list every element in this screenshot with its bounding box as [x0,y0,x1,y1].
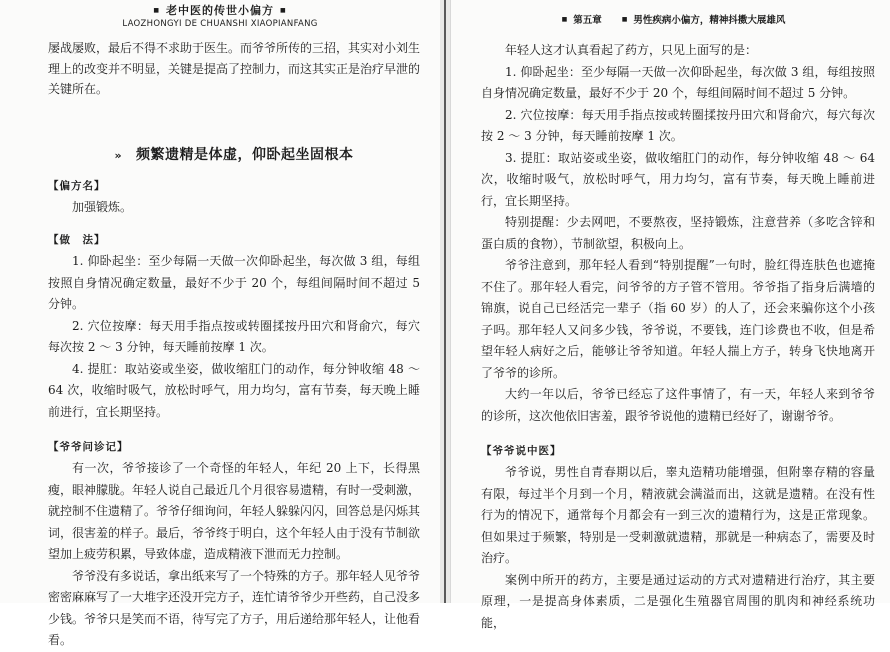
explain-paragraph: 案例中所开的药方，主要是通过运动的方式对遗精进行治疗，其主要原理，一是提高身体素质，二是强化生殖器官周围的肌肉和神经系统功能， [481,572,875,630]
explain-paragraph: 爷爷说，男性自青春期以后，睾丸造精功能增强，但附睾存精的容量有限，每过半个月到一个月，精液就会满溢而出，这就是遗精。在没有性行为的情况下，通常每个月都会有一到三次的遗精行为，这是正常现象。但如果过于频繁，特别是一受刺激就遗精，那就是一种病态了，需要及时治疗。 [481,465,875,565]
section-title-text: 频繁遗精是体虚，仰卧起坐固根本 [136,146,354,163]
prescription-intro: 年轻人这才认真看起了药方，只见上面写的是： [505,43,758,57]
section-title [48,144,420,164]
right-header-chapter: 第五章 [573,15,602,26]
left-running-header [40,2,400,29]
method-label: 【做 法】 [48,234,106,246]
right-page-body [481,40,875,634]
prescription-step: 2. 穴位按摩：每天用手指点按或转圈揉按丹田穴和肾俞穴，每穴每次按 2 ～ 3 分钟，每天睡前按摩 1 次。 [481,107,875,143]
header-square-icon: ■ [621,16,628,23]
prescription-step: 1. 仰卧起坐：至少每隔一天做一次仰卧起坐，每次做 3 组，每组按照自身情况确定数量，最好不少于 20 个，每组间隔时间不超过 5 分钟。 [481,64,875,100]
right-running-header [451,12,890,26]
story-paragraph: 大约一年以后，爷爷已经忘了这件事情了，有一天，年轻人来到爷爷的诊所，这次他依旧害羞，跟爷爷说他的遗精已经好了，谢谢爷爷。 [481,387,875,423]
story-paragraph: 爷爷注意到，那年轻人看到“特别提醒”一句时，脸红得连肤色也遮掩不住了。那年轻人看完，问爷爷的方子管不管用。爷爷指了指身后满墙的锦旗，说自己已经活完一辈子（指 60 岁）的人了，还会来骗你这个小孩子吗。那年轻人又问多少钱，爷爷说，不要钱，连门诊费也不收，但是希望年轻人病好之后，能够让爷爷知道。年轻人揣上方子，转身飞快地离开了爷爷的诊所。 [481,258,875,380]
header-square-icon: ■ [280,7,287,14]
method-step: 1. 仰卧起坐：至少每隔一天做一次仰卧起坐，每次做 3 组，每组按照自身情况确定数量，最好不少于 20 个，每组间隔时间不超过 5 分钟。 [48,254,420,311]
method-step: 2. 穴位按摩：每天用手指点按或转圈揉按丹田穴和肾俞穴，每穴每次按 2 ～ 3 分钟，每天睡前按摩 1 次。 [48,318,420,354]
recipe-name: 加强锻炼。 [72,199,133,214]
intro-paragraph: 屡战屡败，最后不得不求助于医生。而爷爷所传的三招，其实对小刘生理上的改变并不明显，关键是提高了控制力，而这其实正是治疗早泄的关键所在。 [48,41,421,96]
book-gutter [440,0,450,603]
right-page [450,0,890,630]
diary-paragraph: 爷爷没有多说话，拿出纸来写了一个特殊的方子。那年轻人见爷爷密密麻麻写了一大堆字还没开完方子，连忙请爷爷少开些药，自己没多少钱。爷爷只是笑而不语，待写完了方子，用后递给那年轻人，让他看看。 [48,568,421,647]
right-header-title: 男性疾病小偏方，精神抖擞大展雄风 [633,15,786,26]
prescription-step: 3. 提肛：取站姿或坐姿，做收缩肛门的动作，每分钟收缩 48 ～ 64 次，收缩时吸气，放松时呼气，用力均匀，富有节奏，每天晚上睡前进行，宜长期坚持。 [481,150,875,208]
left-header-subtitle: LAOZHONGYI DE CHUANSHI XIAOPIANFANG [122,19,318,29]
left-page-body [48,38,420,652]
diary-paragraph: 有一次，爷爷接诊了一个奇怪的年轻人，年纪 20 上下，长得黑瘦，眼神朦胧。年轻人说自己最近几个月很容易遗精，有时一受刺激，就控制不住遗精了。爷爷仔细询问，年轻人躲躲闪闪，回答总是闪烁其词，很害羞的样子。最后，爷爷终于明白，这个年轻人由于没有节制欲望加上疲劳积累，导致体虚，造成精液下泄而无力控制。 [48,461,421,561]
explain-label: 【爷爷说中医】 [481,445,562,457]
diary-label: 【爷爷问诊记】 [48,441,129,453]
header-square-icon: ■ [561,16,568,23]
recipe-label: 【偏方名】 [48,179,106,192]
method-step: 4. 提肛：取站姿或坐姿，做收缩肛门的动作，每分钟收缩 48 ～ 64 次，收缩时吸气，放松时呼气，用力均匀，富有节奏，每天晚上睡前进行，宜长期坚持。 [48,361,420,419]
left-header-title: 老中医的传世小偏方 [166,4,274,17]
header-square-icon: ■ [153,7,160,14]
special-tip: 特别提醒：少去网吧，不要熬夜，坚持锻炼，注意营养（多吃含锌和蛋白质的食物），节制欲望，积极向上。 [481,215,875,251]
left-page [0,0,441,647]
section-marker-icon: » [114,148,123,162]
